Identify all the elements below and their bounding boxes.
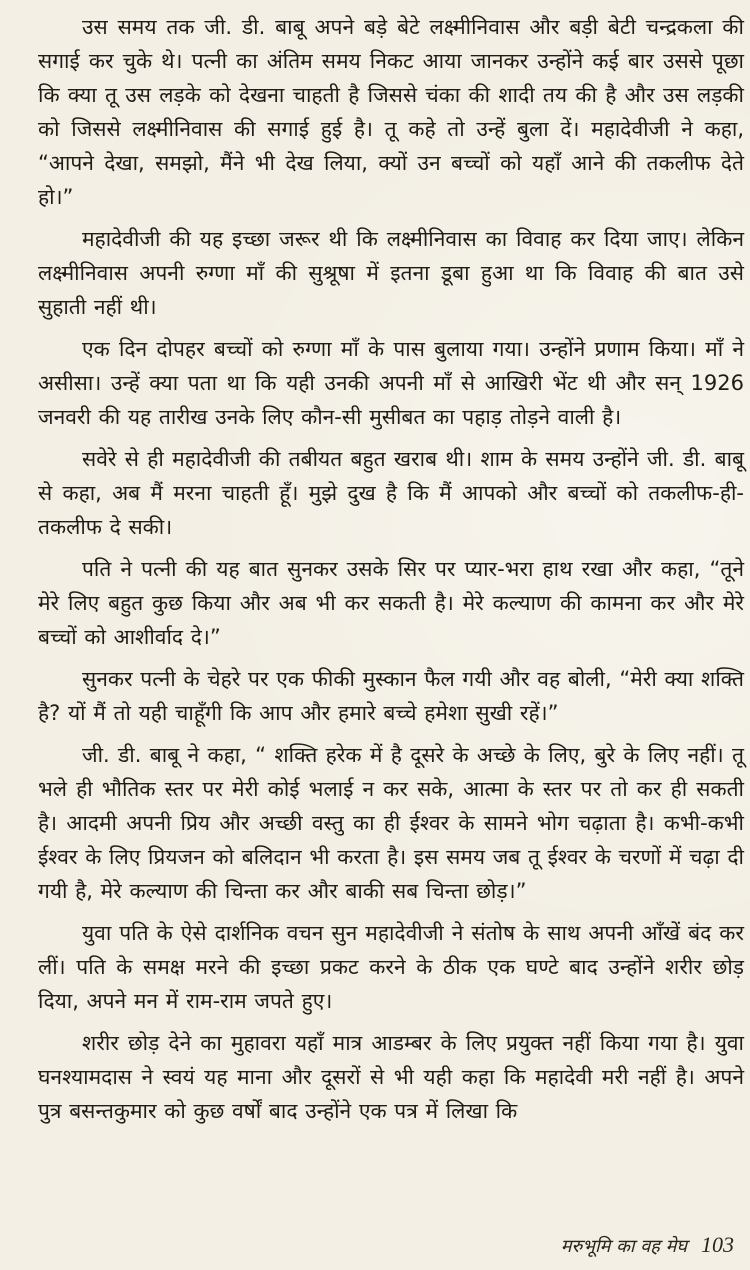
paragraph-2: महादेवीजी की यह इच्छा जरूर थी कि लक्ष्मीनिवास का विवाह कर दिया जाए। लेकिन लक्ष्मीनिवास अपनी रुग्णा माँ की सुश्रूषा में इतना डूबा हुआ था कि विवाह की बात उसे सुहाती नहीं थी। [38, 227, 744, 319]
body-text [38, 10, 744, 1128]
running-title: मरुभूमि का वह मेघ [560, 1236, 687, 1257]
page-footer [561, 1232, 734, 1258]
paragraph-6: सुनकर पत्नी के चेहरे पर एक फीकी मुस्कान फैल गयी और वह बोली, “मेरी क्या शक्ति है? यों मैं तो यही चाहूँगी कि आप और हमारे बच्चे हमेशा सुखी रहें।” [38, 667, 744, 725]
paragraph-8: युवा पति के ऐसे दार्शनिक वचन सुन महादेवीजी ने संतोष के साथ अपनी आँखें बंद कर लीं। पति के समक्ष मरने की इच्छा प्रकट करने के ठीक एक घण्टे बाद उन्होंने शरीर छोड़ दिया, अपने मन में राम-राम जपते हुए। [38, 921, 744, 1013]
paragraph-9: शरीर छोड़ देने का मुहावरा यहाँ मात्र आडम्बर के लिए प्रयुक्त नहीं किया गया है। युवा घनश्यामदास ने स्वयं यह माना और दूसरों से भी यही कहा कि महादेवी मरी नहीं है। अपने पुत्र बसन्तकुमार को कुछ वर्षों बाद उन्होंने एक पत्र में लिखा कि [38, 1031, 745, 1123]
paragraph-7: जी. डी. बाबू ने कहा, “ शक्ति हरेक में है दूसरे के अच्छे के लिए, बुरे के लिए नहीं। तू भले ही भौतिक स्तर पर मेरी कोई भलाई न कर सके, आत्मा के स्तर पर तो कर ही सकती है। आदमी अपनी प्रिय और अच्छी वस्तु का ही ईश्वर के सामने भोग चढ़ाता है। कभी-कभी ईश्वर के लिए प्रियजन को बलिदान भी करता है। इस समय जब तू ईश्वर के चरणों में चढ़ा दी गयी है, मेरे कल्याण की चिन्ता कर और बाकी सब चिन्ता छोड़।” [38, 743, 744, 903]
page-number: 103 [701, 1232, 734, 1257]
paragraph-1: उस समय तक जी. डी. बाबू अपने बड़े बेटे लक्ष्मीनिवास और बड़ी बेटी चन्द्रकला की सगाई कर चुके थे। पत्नी का अंतिम समय निकट आया जानकर उन्होंने कई बार उससे पूछा कि क्या तू उस लड़के को देखना चाहती है जिससे चंका की शादी तय की है और उस लड़की को जिससे लक्ष्मीनिवास की सगाई हुई है। तू कहे तो उन्हें बुला दें। महादेवीजी ने कहा, “आपने देखा, समझो, मैंने भी देख लिया, क्यों उन बच्चों को यहाँ आने की तकलीफ देते हो।” [38, 15, 744, 209]
paragraph-3: एक दिन दोपहर बच्चों को रुग्णा माँ के पास बुलाया गया। उन्होंने प्रणाम किया। माँ ने असीसा। उन्हें क्या पता था कि यही उनकी अपनी माँ से आखिरी भेंट थी और सन् 1926 जनवरी की यह तारीख उनके लिए कौन-सी मुसीबत का पहाड़ तोड़ने वाली है। [38, 337, 744, 429]
paragraph-4: सवेरे से ही महादेवीजी की तबीयत बहुत खराब थी। शाम के समय उन्होंने जी. डी. बाबू से कहा, अब मैं मरना चाहती हूँ। मुझे दुख है कि मैं आपको और बच्चों को तकलीफ-ही-तकलीफ दे सकी। [38, 447, 744, 539]
paragraph-5: पति ने पत्नी की यह बात सुनकर उसके सिर पर प्यार-भरा हाथ रखा और कहा, “तूने मेरे लिए बहुत कुछ किया और अब भी कर सकती है। मेरे कल्याण की कामना कर और मेरे बच्चों को आशीर्वाद दे।” [38, 557, 744, 649]
